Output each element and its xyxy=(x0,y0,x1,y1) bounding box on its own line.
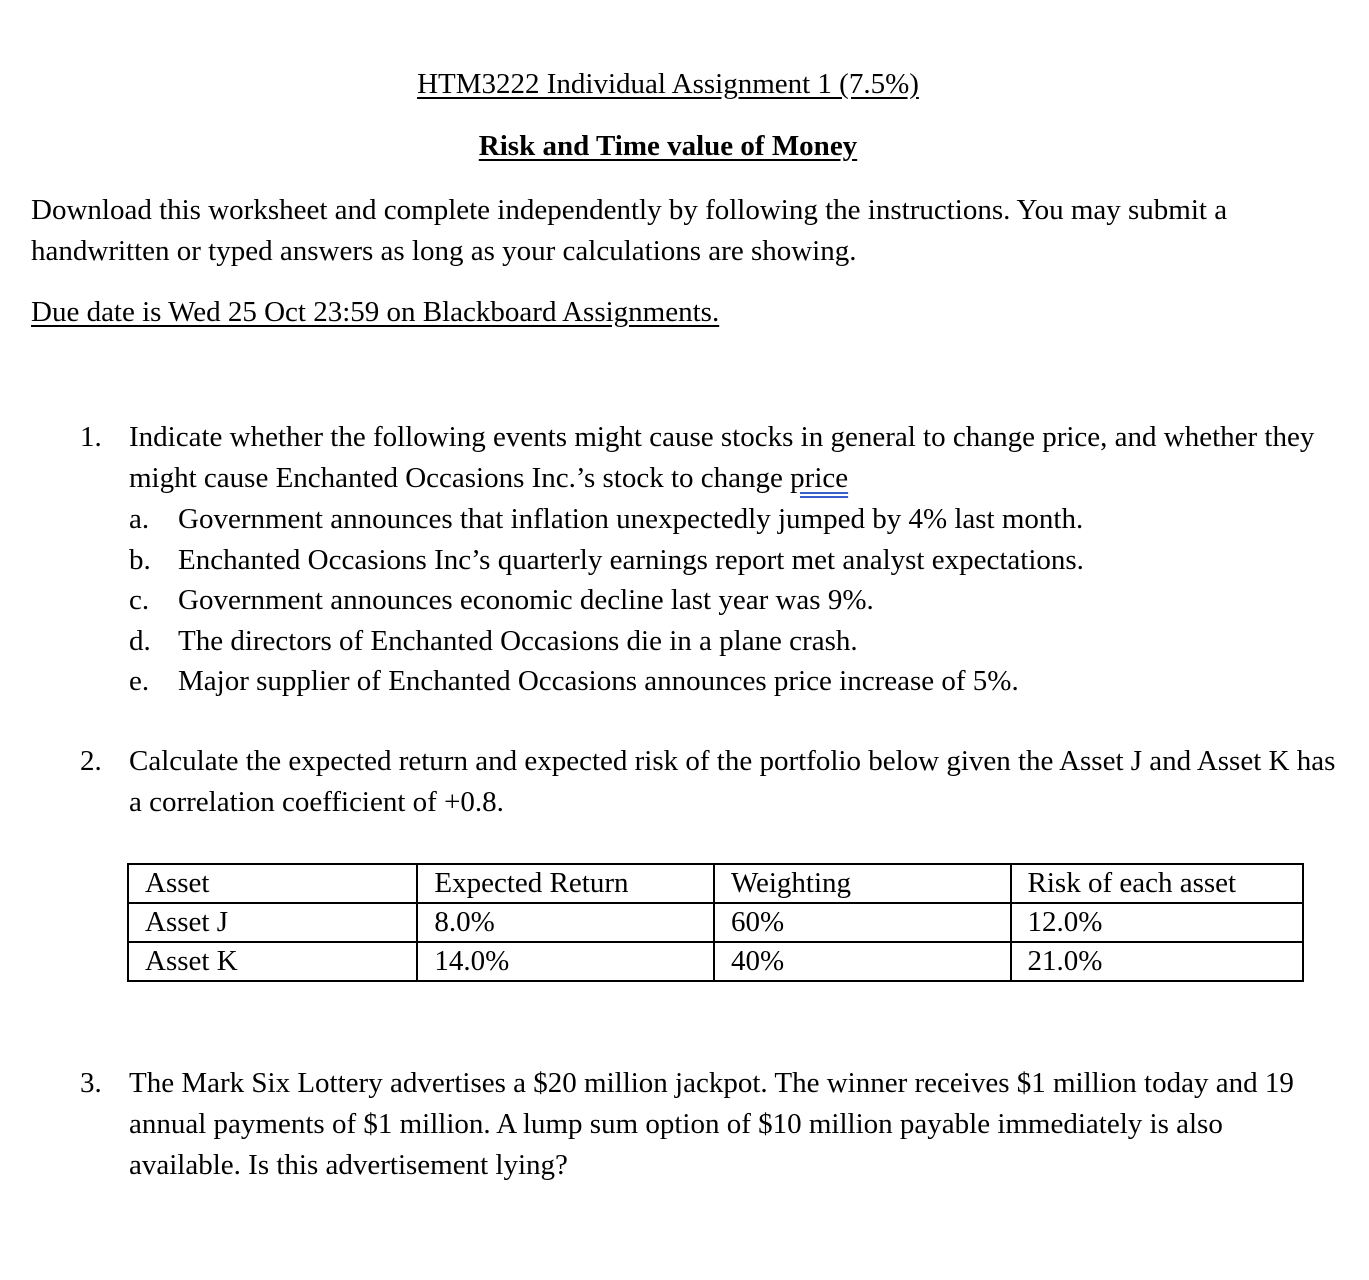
item-letter: a. xyxy=(129,503,150,535)
item-letter: e. xyxy=(129,665,150,697)
question-1-items xyxy=(80,499,1340,702)
table-header-cell: Asset xyxy=(128,864,417,903)
assignment-subtitle: Risk and Time value of Money xyxy=(478,130,858,162)
table-header-cell: Expected Return xyxy=(417,864,714,903)
list-item xyxy=(80,580,1340,621)
question-2-number: 2. xyxy=(80,745,102,777)
item-letter: d. xyxy=(129,624,151,657)
item-text: The directors of Enchanted Occasions die in a plane crash. xyxy=(178,624,858,657)
table-row xyxy=(128,942,1303,981)
question-3-number: 3. xyxy=(80,1067,102,1099)
table-header-cell: Risk of each asset xyxy=(1011,864,1303,903)
list-item xyxy=(80,499,1340,540)
table-header-cell: Weighting xyxy=(714,864,1011,903)
question-1-text xyxy=(129,417,1340,499)
table-cell: Asset J xyxy=(128,903,417,942)
question-1-number: 1. xyxy=(80,421,102,453)
table-cell: 8.0% xyxy=(417,903,714,942)
table-header-row xyxy=(128,864,1303,903)
item-text: Government announces economic decline last year was 9%. xyxy=(178,584,874,616)
table-cell: 21.0% xyxy=(1011,942,1303,981)
assignment-title: HTM3222 Individual Assignment 1 (7.5%) xyxy=(417,68,919,100)
list-item xyxy=(80,540,1340,581)
item-text: Enchanted Occasions Inc’s quarterly earnings report met analyst expectations. xyxy=(178,543,1084,576)
question-1-text-main: Indicate whether the following events might cause stocks in general to change price, and whether they might cause Enchanted Occasions Inc.’s stock to change xyxy=(129,421,1315,494)
table-cell: 60% xyxy=(714,903,1011,942)
table-cell: 40% xyxy=(714,942,1011,981)
intro-paragraph: Download this worksheet and complete independently by following the instructions. You may submit a handwritten or typed answers as long as your calculations are showing. xyxy=(31,194,1228,267)
due-date: Due date is Wed 25 Oct 23:59 on Blackboard Assignments. xyxy=(31,296,720,328)
list-item xyxy=(80,661,1340,702)
list-item xyxy=(80,621,1340,662)
question-2 xyxy=(80,741,1340,823)
table-cell: 12.0% xyxy=(1011,903,1303,942)
table-row xyxy=(128,903,1303,942)
table-cell: Asset K xyxy=(128,942,417,981)
item-letter: b. xyxy=(129,543,151,576)
item-text: Major supplier of Enchanted Occasions announces price increase of 5%. xyxy=(178,665,1019,697)
question-3-text: The Mark Six Lottery advertises a $20 million jackpot. The winner receives $1 million today and 19 annual payments of $1 million. A lump sum option of $10 million payable immediately is also available. Is this advertisement lying? xyxy=(129,1067,1294,1181)
item-letter: c. xyxy=(129,584,150,616)
item-text: Government announces that inflation unexpectedly jumped by 4% last month. xyxy=(178,503,1084,535)
question-2-text: Calculate the expected return and expected risk of the portfolio below given the Asset J and Asset K has a correlation coefficient of +0.8. xyxy=(129,745,1336,818)
question-1 xyxy=(80,417,1340,702)
table-cell: 14.0% xyxy=(417,942,714,981)
question-3 xyxy=(80,1063,1340,1186)
portfolio-table xyxy=(127,863,1304,982)
question-1-text-price: price xyxy=(790,462,849,494)
